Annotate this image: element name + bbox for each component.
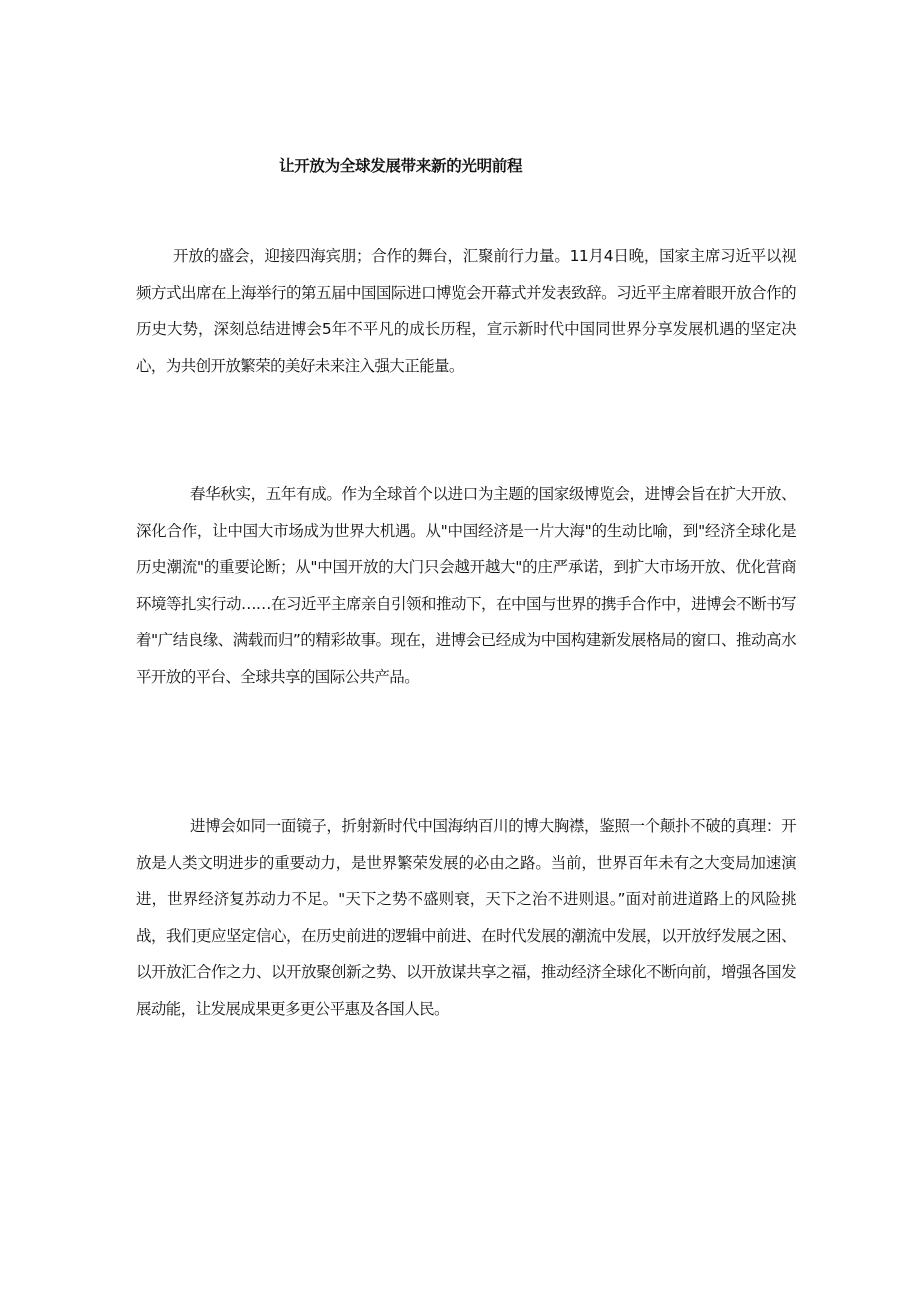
document-title: 让开放为全球发展带来新的光明前程 bbox=[279, 157, 523, 175]
paragraph-1: 开放的盛会，迎接四海宾朋；合作的舞台，汇聚前行力量。11月4日晚，国家主席习近平以视频方式出席在上海举行的第五届中国国际进口博览会开幕式并发表致辞。习近平主席着眼开放合作的历史大势，深刻总结进博会5年不平凡的成长历程，宣示新时代中国同世界分享发展机遇的坚定决心，为共创开放繁荣的美好未来注入强大正能量。 bbox=[136, 247, 796, 375]
paragraph-2: 春华秋实，五年有成。作为全球首个以进口为主题的国家级博览会，进博会旨在扩大开放、深化合作，让中国大市场成为世界大机遇。从"中国经济是一片大海"的生动比喻，到"经济全球化是历史潮流"的重要论断；从"中国开放的大门只会越开越大"的庄严承诺，到扩大市场开放、优化营商环境等扎实行动……在习近平主席亲自引领和推动下，在中国与世界的携手合作中，进博会不断书写着"广结良缘、满载而归”的精彩故事。现在，进博会已经成为中国构建新发展格局的窗口、推动高水平开放的平台、全球共享的国际公共产品。 bbox=[136, 485, 796, 686]
paragraph-3: 进博会如同一面镜子，折射新时代中国海纳百川的博大胸襟，鉴照一个颠扑不破的真理：开放是人类文明进步的重要动力，是世界繁荣发展的必由之路。当前，世界百年未有之大变局加速演进，世界经济复苏动力不足。"天下之势不盛则衰，天下之治不进则退。”面对前进道路上的风险挑战，我们更应坚定信心，在历史前进的逻辑中前进、在时代发展的潮流中发展，以开放纾发展之困、以开放汇合作之力、以开放聚创新之势、以开放谋共享之福，推动经济全球化不断向前，增强各国发展动能，让发展成果更多更公平惠及各国人民。 bbox=[136, 817, 796, 1018]
